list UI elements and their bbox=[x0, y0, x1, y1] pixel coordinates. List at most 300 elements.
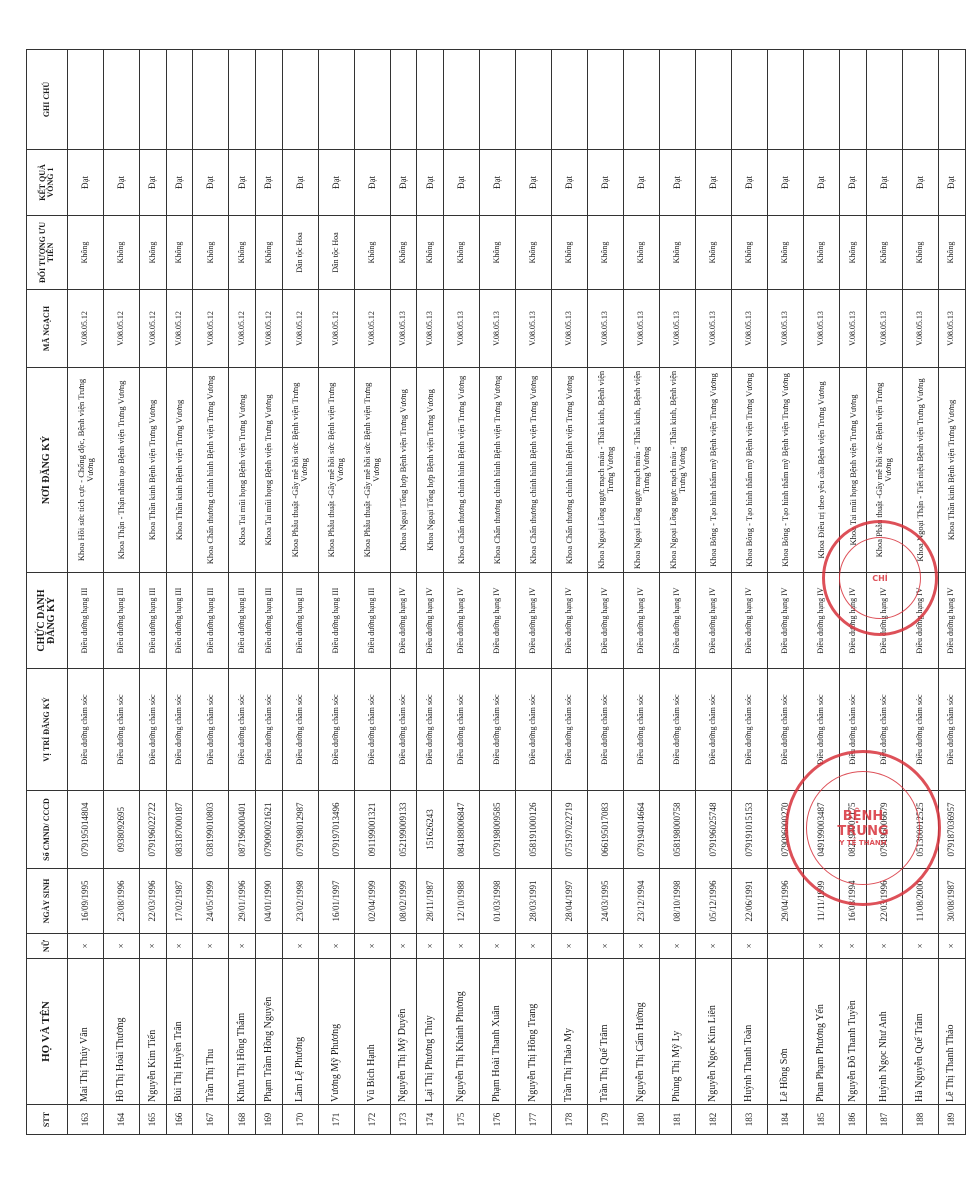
table-row bbox=[732, 50, 768, 1135]
table-row bbox=[938, 50, 965, 1135]
row-ghi-chu bbox=[588, 50, 624, 150]
row-chuc-danh: Điều dưỡng hạng III bbox=[193, 573, 229, 669]
row-doi-tuong: Không bbox=[480, 216, 516, 290]
row-name: Nguyễn Thị Khánh Phương bbox=[444, 959, 480, 1105]
row-nu: × bbox=[68, 934, 104, 959]
row-ma-ngach: V.08.05.13 bbox=[480, 290, 516, 368]
row-noi-dang-ky: Khoa Tai mũi họng Bệnh viện Trưng Vương bbox=[229, 368, 256, 573]
row-ghi-chu bbox=[624, 50, 660, 150]
row-ket-qua: Đạt bbox=[282, 150, 318, 216]
row-doi-tuong: Không bbox=[140, 216, 167, 290]
row-doi-tuong: Không bbox=[229, 216, 256, 290]
row-doi-tuong: Không bbox=[390, 216, 417, 290]
row-ma-ngach: V.08.05.13 bbox=[840, 290, 867, 368]
row-noi-dang-ky: Khoa Chấn thương chỉnh hình Bệnh viện Trưng Vương bbox=[444, 368, 480, 573]
table-header-row bbox=[27, 50, 68, 1135]
row-chuc-danh: Điều dưỡng hạng IV bbox=[552, 573, 588, 669]
row-id: 079196025748 bbox=[696, 791, 732, 869]
row-doi-tuong: Không bbox=[193, 216, 229, 290]
row-ma-ngach: V.08.05.13 bbox=[417, 290, 444, 368]
row-nu: × bbox=[588, 934, 624, 959]
row-chuc-danh: Điều dưỡng hạng IV bbox=[480, 573, 516, 669]
row-vi-tri: Điều dưỡng chăm sóc bbox=[444, 669, 480, 791]
row-id: 058198000758 bbox=[660, 791, 696, 869]
row-stt: 168 bbox=[229, 1105, 256, 1135]
row-ket-qua: Đạt bbox=[866, 150, 902, 216]
row-vi-tri: Điều dưỡng chăm sóc bbox=[480, 669, 516, 791]
row-dob: 16/01/1997 bbox=[318, 869, 354, 934]
row-stt: 189 bbox=[938, 1105, 965, 1135]
row-nu: × bbox=[282, 934, 318, 959]
row-nu: × bbox=[732, 934, 768, 959]
row-noi-dang-ky: Khoa Thần kinh Bệnh viện Trưng Vương bbox=[938, 368, 965, 573]
official-seal-lower bbox=[785, 750, 941, 906]
row-noi-dang-ky: Khoa Ngoại Lồng ngực mạch máu - Thần kinh, Bệnh viện Trưng Vương bbox=[588, 368, 624, 573]
row-ket-qua: Đạt bbox=[840, 150, 867, 216]
row-chuc-danh: Điều dưỡng hạng IV bbox=[417, 573, 444, 669]
seal-text-2: TRƯNG bbox=[837, 824, 889, 839]
row-stt: 185 bbox=[804, 1105, 840, 1135]
row-doi-tuong: Không bbox=[902, 216, 938, 290]
row-stt: 182 bbox=[696, 1105, 732, 1135]
table-row bbox=[104, 50, 140, 1135]
row-chuc-danh: Điều dưỡng hạng III bbox=[166, 573, 193, 669]
row-stt: 169 bbox=[256, 1105, 283, 1135]
row-nu: × bbox=[516, 934, 552, 959]
row-stt: 175 bbox=[444, 1105, 480, 1135]
row-doi-tuong: Không bbox=[104, 216, 140, 290]
row-dob: 28/04/1997 bbox=[552, 869, 588, 934]
row-dob: 04/01/1990 bbox=[256, 869, 283, 934]
header-ghi-chu: GHI CHÚ bbox=[27, 50, 68, 150]
row-nu: × bbox=[938, 934, 965, 959]
row-vi-tri: Điều dưỡng chăm sóc bbox=[660, 669, 696, 791]
row-name: Mai Thị Thúy Vân bbox=[68, 959, 104, 1105]
row-nu: × bbox=[804, 934, 840, 959]
row-id: 079197013496 bbox=[318, 791, 354, 869]
row-doi-tuong: Không bbox=[588, 216, 624, 290]
row-id: 083187000187 bbox=[166, 791, 193, 869]
row-stt: 173 bbox=[390, 1105, 417, 1135]
row-nu: × bbox=[840, 934, 867, 959]
row-vi-tri: Điều dưỡng chăm sóc bbox=[552, 669, 588, 791]
row-chuc-danh: Điều dưỡng hạng IV bbox=[768, 573, 804, 669]
row-ket-qua: Đạt bbox=[444, 150, 480, 216]
row-dob: 22/03/1996 bbox=[866, 869, 902, 934]
row-ma-ngach: V.08.05.12 bbox=[140, 290, 167, 368]
table-row bbox=[354, 50, 390, 1135]
row-stt: 180 bbox=[624, 1105, 660, 1135]
row-ghi-chu bbox=[804, 50, 840, 150]
row-ket-qua: Đạt bbox=[804, 150, 840, 216]
row-dob: 05/12/1996 bbox=[696, 869, 732, 934]
row-name: Vương Mỹ Phương bbox=[318, 959, 354, 1105]
row-nu: × bbox=[552, 934, 588, 959]
row-ket-qua: Đạt bbox=[902, 150, 938, 216]
row-ket-qua: Đạt bbox=[229, 150, 256, 216]
table-row bbox=[444, 50, 480, 1135]
row-ghi-chu bbox=[866, 50, 902, 150]
row-noi-dang-ky: Khoa Thần kinh Bệnh viện Trưng Vương bbox=[140, 368, 167, 573]
row-noi-dang-ky: Khoa Chấn thương chỉnh hình Bệnh viện Trưng Vương bbox=[552, 368, 588, 573]
row-chuc-danh: Điều dưỡng hạng IV bbox=[866, 573, 902, 669]
row-nu: × bbox=[417, 934, 444, 959]
row-noi-dang-ky: Khoa Ngoại Tổng hợp Bệnh viện Trưng Vương bbox=[417, 368, 444, 573]
row-dob: 22/06/1991 bbox=[732, 869, 768, 934]
row-ma-ngach: V.08.05.13 bbox=[624, 290, 660, 368]
row-id: 079198009585 bbox=[480, 791, 516, 869]
header-ngay-sinh: NGÀY SINH bbox=[27, 869, 68, 934]
row-name: Phạm Hoài Thanh Xuân bbox=[480, 959, 516, 1105]
row-ket-qua: Đạt bbox=[660, 150, 696, 216]
row-ma-ngach: V.08.05.13 bbox=[804, 290, 840, 368]
row-ket-qua: Đạt bbox=[516, 150, 552, 216]
row-doi-tuong: Dân tộc Hoa bbox=[282, 216, 318, 290]
row-nu: × bbox=[166, 934, 193, 959]
row-dob: 08/02/1999 bbox=[390, 869, 417, 934]
row-noi-dang-ky: Khoa Chấn thương chỉnh hình Bệnh viện Trưng Vương bbox=[480, 368, 516, 573]
row-ma-ngach: V.08.05.13 bbox=[660, 290, 696, 368]
row-dob: 28/11/1987 bbox=[417, 869, 444, 934]
row-ket-qua: Đạt bbox=[193, 150, 229, 216]
row-stt: 179 bbox=[588, 1105, 624, 1135]
row-vi-tri: Điều dưỡng chăm sóc bbox=[354, 669, 390, 791]
row-noi-dang-ky: Khoa Phẫu thuật -Gây mê hồi sức Bệnh viện Trưng Vương bbox=[318, 368, 354, 573]
row-id: 079194014664 bbox=[624, 791, 660, 869]
row-ma-ngach: V.08.05.13 bbox=[732, 290, 768, 368]
table-row bbox=[229, 50, 256, 1135]
row-dob: 23/12/1994 bbox=[624, 869, 660, 934]
row-ma-ngach: V.08.05.13 bbox=[516, 290, 552, 368]
row-noi-dang-ky: Khoa Ngoại Tổng hợp Bệnh viện Trưng Vương bbox=[390, 368, 417, 573]
row-name: Khưu Thị Hồng Thắm bbox=[229, 959, 256, 1105]
table-row bbox=[256, 50, 283, 1135]
row-noi-dang-ky: Khoa Ngoại Thận - Tiết niệu Bệnh viện Trưng Vương bbox=[902, 368, 938, 573]
row-noi-dang-ky: Khoa Tai mũi họng Bệnh viện Trưng Vương bbox=[840, 368, 867, 573]
row-doi-tuong: Không bbox=[417, 216, 444, 290]
row-vi-tri: Điều dưỡng chăm sóc bbox=[390, 669, 417, 791]
row-vi-tri: Điều dưỡng chăm sóc bbox=[624, 669, 660, 791]
row-nu: × bbox=[444, 934, 480, 959]
table-row bbox=[588, 50, 624, 1135]
header-ket-qua: KẾT QUẢ VÒNG 1 bbox=[27, 150, 68, 216]
row-ma-ngach: V.08.05.13 bbox=[902, 290, 938, 368]
row-dob: 29/04/1996 bbox=[768, 869, 804, 934]
row-ket-qua: Đạt bbox=[104, 150, 140, 216]
table-row bbox=[68, 50, 104, 1135]
row-name: Lại Thị Phương Thủy bbox=[417, 959, 444, 1105]
row-nu: × bbox=[229, 934, 256, 959]
table-row bbox=[140, 50, 167, 1135]
row-ghi-chu bbox=[417, 50, 444, 150]
row-stt: 172 bbox=[354, 1105, 390, 1135]
row-nu: × bbox=[193, 934, 229, 959]
row-vi-tri: Điều dưỡng chăm sóc bbox=[166, 669, 193, 791]
table-row bbox=[282, 50, 318, 1135]
row-ma-ngach: V.08.05.13 bbox=[552, 290, 588, 368]
row-noi-dang-ky: Khoa Thận - Thận nhân tạo Bệnh viện Trưng Vương bbox=[104, 368, 140, 573]
row-ma-ngach: V.08.05.13 bbox=[444, 290, 480, 368]
row-ket-qua: Đạt bbox=[552, 150, 588, 216]
row-ghi-chu bbox=[229, 50, 256, 150]
header-ho-ten: HỌ VÀ TÊN bbox=[27, 959, 68, 1105]
row-ma-ngach: V.08.05.12 bbox=[354, 290, 390, 368]
row-vi-tri: Điều dưỡng chăm sóc bbox=[193, 669, 229, 791]
row-doi-tuong: Không bbox=[444, 216, 480, 290]
header-noi-dang-ky: NƠI ĐĂNG KÝ bbox=[27, 368, 68, 573]
row-noi-dang-ky: Khoa Hồi sức tích cực - Chống độc, Bệnh viện Trưng Vương bbox=[68, 368, 104, 573]
row-dob: 17/02/1987 bbox=[166, 869, 193, 934]
row-id: 058191000126 bbox=[516, 791, 552, 869]
row-vi-tri: Điều dưỡng chăm sóc bbox=[516, 669, 552, 791]
row-ket-qua: Đạt bbox=[318, 150, 354, 216]
row-ghi-chu bbox=[732, 50, 768, 150]
row-dob: 23/08/1996 bbox=[104, 869, 140, 934]
row-vi-tri: Điều dưỡng chăm sóc bbox=[282, 669, 318, 791]
row-chuc-danh: Điều dưỡng hạng IV bbox=[938, 573, 965, 669]
row-stt: 178 bbox=[552, 1105, 588, 1135]
row-ghi-chu bbox=[193, 50, 229, 150]
row-stt: 184 bbox=[768, 1105, 804, 1135]
row-chuc-danh: Điều dưỡng hạng IV bbox=[804, 573, 840, 669]
row-chuc-danh: Điều dưỡng hạng IV bbox=[840, 573, 867, 669]
row-name: Phùng Thị Mỹ Ly bbox=[660, 959, 696, 1105]
row-ma-ngach: V.08.05.12 bbox=[256, 290, 283, 368]
row-dob: 16/09/1995 bbox=[68, 869, 104, 934]
row-id: 079090021621 bbox=[256, 791, 283, 869]
row-noi-dang-ky: Khoa Thần kinh Bệnh viện Trưng Vương bbox=[166, 368, 193, 573]
row-noi-dang-ky: Khoa Bỏng - Tạo hình thẩm mỹ Bệnh viện Trưng Vương bbox=[768, 368, 804, 573]
row-id: 079195014804 bbox=[68, 791, 104, 869]
table-row bbox=[193, 50, 229, 1135]
row-vi-tri: Điều dưỡng chăm sóc bbox=[732, 669, 768, 791]
row-ma-ngach: V.08.05.12 bbox=[318, 290, 354, 368]
row-ghi-chu bbox=[552, 50, 588, 150]
table-row bbox=[552, 50, 588, 1135]
row-doi-tuong: Không bbox=[166, 216, 193, 290]
row-stt: 163 bbox=[68, 1105, 104, 1135]
row-nu: × bbox=[104, 934, 140, 959]
header-cmnd: Số CMND/ CCCD bbox=[27, 791, 68, 869]
row-ma-ngach: V.08.05.12 bbox=[68, 290, 104, 368]
row-chuc-danh: Điều dưỡng hạng IV bbox=[588, 573, 624, 669]
row-ghi-chu bbox=[282, 50, 318, 150]
row-chuc-danh: Điều dưỡng hạng III bbox=[140, 573, 167, 669]
row-noi-dang-ky: Khoa Ngoại Lồng ngực mạch máu - Thần kinh, Bệnh viện Trưng Vương bbox=[624, 368, 660, 573]
row-vi-tri: Điều dưỡng chăm sóc bbox=[68, 669, 104, 791]
row-chuc-danh: Điều dưỡng hạng IV bbox=[444, 573, 480, 669]
row-nu: × bbox=[902, 934, 938, 959]
row-nu: × bbox=[624, 934, 660, 959]
row-stt: 188 bbox=[902, 1105, 938, 1135]
header-vi-tri: VỊ TRÍ ĐĂNG KÝ bbox=[27, 669, 68, 791]
seal-text-1: BỆNH bbox=[842, 809, 884, 824]
row-vi-tri: Điều dưỡng chăm sóc bbox=[768, 669, 804, 791]
row-id: 084188006847 bbox=[444, 791, 480, 869]
row-ghi-chu bbox=[444, 50, 480, 150]
row-ghi-chu bbox=[696, 50, 732, 150]
table-row bbox=[417, 50, 444, 1135]
row-ghi-chu bbox=[768, 50, 804, 150]
row-ghi-chu bbox=[68, 50, 104, 150]
row-doi-tuong: Không bbox=[624, 216, 660, 290]
row-vi-tri: Điều dưỡng chăm sóc bbox=[140, 669, 167, 791]
row-doi-tuong: Không bbox=[256, 216, 283, 290]
row-id: 0938092695 bbox=[104, 791, 140, 869]
row-noi-dang-ky: Khoa Tai mũi họng Bệnh viện Trưng Vương bbox=[256, 368, 283, 573]
row-doi-tuong: Không bbox=[354, 216, 390, 290]
row-name: Hà Nguyễn Quế Trâm bbox=[902, 959, 938, 1105]
row-vi-tri: Điều dưỡng chăm sóc bbox=[588, 669, 624, 791]
row-id: 151626243 bbox=[417, 791, 444, 869]
row-id: 079198012987 bbox=[282, 791, 318, 869]
row-dob: 24/05/1999 bbox=[193, 869, 229, 934]
row-ma-ngach: V.08.05.13 bbox=[588, 290, 624, 368]
header-stt: STT bbox=[27, 1105, 68, 1135]
row-ghi-chu bbox=[140, 50, 167, 150]
row-id: 079196006679 bbox=[866, 791, 902, 869]
row-dob: 11/08/2000 bbox=[902, 869, 938, 934]
row-name: Bùi Thị Huyền Trân bbox=[166, 959, 193, 1105]
row-dob: 02/04/1999 bbox=[354, 869, 390, 934]
row-id: 049199003487 bbox=[804, 791, 840, 869]
row-ket-qua: Đạt bbox=[68, 150, 104, 216]
row-name: Nguyễn Kim Tiến bbox=[140, 959, 167, 1105]
row-ghi-chu bbox=[480, 50, 516, 150]
row-stt: 186 bbox=[840, 1105, 867, 1135]
row-noi-dang-ky: Khoa Bỏng - Tạo hình thẩm mỹ Bệnh viện Trưng Vương bbox=[732, 368, 768, 573]
header-doi-tuong: ĐỐI TƯỢNG ƯU TIÊN bbox=[27, 216, 68, 290]
row-ket-qua: Đạt bbox=[696, 150, 732, 216]
row-doi-tuong: Không bbox=[68, 216, 104, 290]
row-ket-qua: Đạt bbox=[938, 150, 965, 216]
row-ma-ngach: V.08.05.13 bbox=[768, 290, 804, 368]
row-stt: 181 bbox=[660, 1105, 696, 1135]
row-name: Nguyễn Thị Hồng Trang bbox=[516, 959, 552, 1105]
row-stt: 164 bbox=[104, 1105, 140, 1135]
row-dob: 28/03/1991 bbox=[516, 869, 552, 934]
row-stt: 171 bbox=[318, 1105, 354, 1135]
table-row bbox=[768, 50, 804, 1135]
row-ma-ngach: V.08.05.13 bbox=[866, 290, 902, 368]
row-doi-tuong: Không bbox=[696, 216, 732, 290]
row-stt: 174 bbox=[417, 1105, 444, 1135]
row-vi-tri: Điều dưỡng chăm sóc bbox=[104, 669, 140, 791]
row-stt: 176 bbox=[480, 1105, 516, 1135]
row-doi-tuong: Không bbox=[866, 216, 902, 290]
row-vi-tri: Điều dưỡng chăm sóc bbox=[417, 669, 444, 791]
row-noi-dang-ky: Khoa Phẫu thuật -Gây mê hồi sức Bệnh viện Trưng Vương bbox=[354, 368, 390, 573]
row-ma-ngach: V.08.05.12 bbox=[282, 290, 318, 368]
row-id: 079187036957 bbox=[938, 791, 965, 869]
row-nu: × bbox=[866, 934, 902, 959]
row-chuc-danh: Điều dưỡng hạng IV bbox=[696, 573, 732, 669]
row-name: Trần Thị Quế Trâm bbox=[588, 959, 624, 1105]
row-ghi-chu bbox=[840, 50, 867, 150]
row-dob: 08/10/1998 bbox=[660, 869, 696, 934]
row-ma-ngach: V.08.05.13 bbox=[696, 290, 732, 368]
row-chuc-danh: Điều dưỡng hạng IV bbox=[516, 573, 552, 669]
row-name: Huỳnh Thanh Toàn bbox=[732, 959, 768, 1105]
row-id: 079096000270 bbox=[768, 791, 804, 869]
row-ma-ngach: V.08.05.12 bbox=[104, 290, 140, 368]
row-ghi-chu bbox=[902, 50, 938, 150]
row-id: 082194002175 bbox=[840, 791, 867, 869]
row-doi-tuong: Không bbox=[938, 216, 965, 290]
row-name: Nguyễn Đỗ Thanh Tuyền bbox=[840, 959, 867, 1105]
row-ma-ngach: V.08.05.12 bbox=[193, 290, 229, 368]
row-ket-qua: Đạt bbox=[166, 150, 193, 216]
row-nu: × bbox=[318, 934, 354, 959]
row-vi-tri: Điều dưỡng chăm sóc bbox=[866, 669, 902, 791]
row-doi-tuong: Không bbox=[660, 216, 696, 290]
row-stt: 165 bbox=[140, 1105, 167, 1135]
row-name: Lâm Lệ Phương bbox=[282, 959, 318, 1105]
row-noi-dang-ky: Khoa Chấn thương chỉnh hình Bệnh viện Trưng Vương bbox=[193, 368, 229, 573]
table-row bbox=[390, 50, 417, 1135]
header-chuc-danh: CHỨC DANH ĐĂNG KÝ bbox=[27, 573, 68, 669]
row-noi-dang-ky: Khoa Phẫu thuật -Gây mê hồi sức Bệnh viện Trưng Vương bbox=[282, 368, 318, 573]
row-ket-qua: Đạt bbox=[732, 150, 768, 216]
row-vi-tri: Điều dưỡng chăm sóc bbox=[840, 669, 867, 791]
row-vi-tri: Điều dưỡng chăm sóc bbox=[902, 669, 938, 791]
row-ket-qua: Đạt bbox=[624, 150, 660, 216]
row-ghi-chu bbox=[256, 50, 283, 150]
table-row bbox=[516, 50, 552, 1135]
row-id: 075197022719 bbox=[552, 791, 588, 869]
row-ket-qua: Đạt bbox=[140, 150, 167, 216]
row-name: Trần Thị Thu bbox=[193, 959, 229, 1105]
row-name: Vũ Bích Hạnh bbox=[354, 959, 390, 1105]
row-vi-tri: Điều dưỡng chăm sóc bbox=[318, 669, 354, 791]
row-chuc-danh: Điều dưỡng hạng III bbox=[68, 573, 104, 669]
row-chuc-danh: Điều dưỡng hạng III bbox=[229, 573, 256, 669]
row-stt: 183 bbox=[732, 1105, 768, 1135]
row-ma-ngach: V.08.05.12 bbox=[166, 290, 193, 368]
seal-ring-text-lower: Y TẾ THÀNH bbox=[839, 839, 887, 847]
row-chuc-danh: Điều dưỡng hạng IV bbox=[732, 573, 768, 669]
row-vi-tri: Điều dưỡng chăm sóc bbox=[229, 669, 256, 791]
row-chuc-danh: Điều dưỡng hạng IV bbox=[660, 573, 696, 669]
row-name: Hồ Thị Hoài Thương bbox=[104, 959, 140, 1105]
row-ghi-chu bbox=[660, 50, 696, 150]
row-ma-ngach: V.08.05.12 bbox=[229, 290, 256, 368]
row-ket-qua: Đạt bbox=[480, 150, 516, 216]
row-name: Nguyễn Thị Cẩm Hường bbox=[624, 959, 660, 1105]
row-id: 087196000401 bbox=[229, 791, 256, 869]
row-vi-tri: Điều dưỡng chăm sóc bbox=[938, 669, 965, 791]
row-name: Lê Thị Thanh Thảo bbox=[938, 959, 965, 1105]
row-nu bbox=[256, 934, 283, 959]
row-nu: × bbox=[390, 934, 417, 959]
table-row bbox=[166, 50, 193, 1135]
header-ma-ngach: MÃ NGẠCH bbox=[27, 290, 68, 368]
row-noi-dang-ky: Khoa Điều trị theo yêu cầu Bệnh viện Trưng Vương bbox=[804, 368, 840, 573]
seal-ring-text: CHÍ bbox=[872, 573, 888, 583]
row-dob: 01/03/1998 bbox=[480, 869, 516, 934]
row-ma-ngach: V.08.05.13 bbox=[938, 290, 965, 368]
row-stt: 170 bbox=[282, 1105, 318, 1135]
row-ket-qua: Đạt bbox=[354, 150, 390, 216]
row-nu: × bbox=[480, 934, 516, 959]
row-stt: 167 bbox=[193, 1105, 229, 1135]
row-nu: × bbox=[660, 934, 696, 959]
row-chuc-danh: Điều dưỡng hạng IV bbox=[902, 573, 938, 669]
row-doi-tuong: Không bbox=[840, 216, 867, 290]
row-dob: 29/01/1996 bbox=[229, 869, 256, 934]
row-ghi-chu bbox=[938, 50, 965, 150]
row-nu: × bbox=[354, 934, 390, 959]
